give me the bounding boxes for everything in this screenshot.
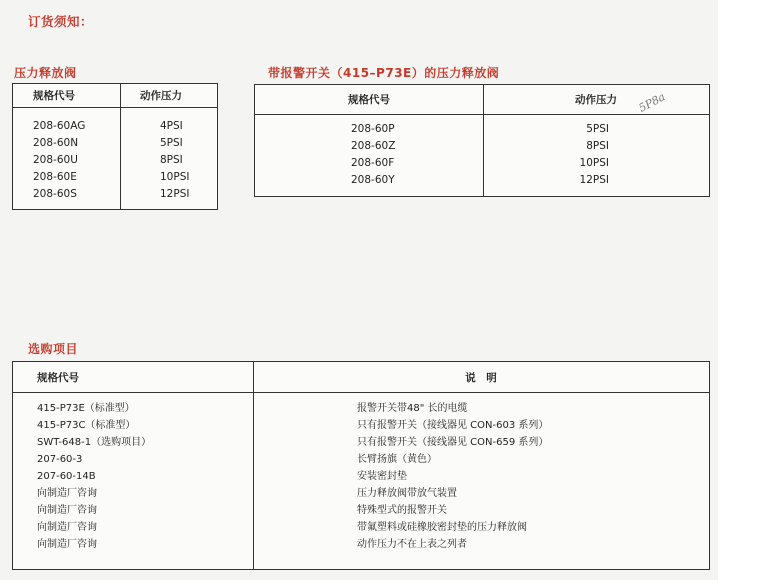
table-row [13,169,217,186]
table-row [13,502,709,519]
cell-code: 207-60-3 [37,454,83,465]
cell-code: 向制造厂咨询 [37,539,97,550]
cell-pressure: 8PSI [586,140,609,152]
table-row [13,417,709,434]
cell-code: 208-60AG [33,120,86,132]
cell-code: 415-P73E（标准型） [37,403,135,414]
cell-description: 报警开关带48" 长的电缆 [357,403,468,414]
cell-pressure: 10PSI [579,157,609,169]
header-spec-code: 规格代号 [348,94,390,106]
table-row [255,138,709,155]
column-divider [120,84,121,209]
column-divider [253,362,254,569]
table-row [13,400,709,417]
cell-pressure: 10PSI [160,171,190,183]
table-row [13,451,709,468]
cell-code: 208-60U [33,154,78,166]
options-table [12,361,710,570]
cell-code: SWT-648-1（选购项目） [37,437,152,448]
table-row [13,186,217,203]
cell-code: 向制造厂咨询 [37,488,97,499]
cell-code: 208-60Y [351,174,395,186]
table-row [13,468,709,485]
table-row [13,434,709,451]
cell-pressure: 5PSI [586,123,609,135]
cell-description: 只有报警开关（接线器见 CON-603 系列） [357,420,549,431]
cell-pressure: 8PSI [160,154,183,166]
cell-code: 415-P73C（标准型） [37,420,136,431]
cell-code: 208-60Z [351,140,396,152]
header-pressure: 动作压力 [140,90,182,102]
alarm-valve-rows [255,115,709,189]
cell-code: 向制造厂咨询 [37,505,97,516]
header-pressure: 动作压力 [575,94,617,106]
options-title: 选购项目 [28,342,79,356]
options-rows [13,393,709,553]
cell-description: 压力释放阀带放气装置 [357,488,457,499]
cell-code: 208-60P [351,123,395,135]
table-row [13,135,217,152]
cell-pressure: 12PSI [579,174,609,186]
table-header [13,362,709,393]
column-divider [483,85,484,196]
cell-pressure: 4PSI [160,120,183,132]
table-header [13,84,217,108]
cell-code: 208-60S [33,188,77,200]
cell-code: 向制造厂咨询 [37,522,97,533]
table-row [13,536,709,553]
cell-description: 只有报警开关（接线器见 CON-659 系列） [357,437,549,448]
relief-valve-rows [13,108,217,203]
order-notice-title: 订货须知： [28,14,94,29]
table-row [13,118,217,135]
handwritten-note: 5P8a [636,90,668,115]
cell-description: 长臂扬旗（黄色） [357,454,437,465]
alarm-valve-title: 带报警开关（415–P73E）的压力释放阀 [268,66,500,80]
cell-pressure: 12PSI [160,188,190,200]
cell-description: 带氟塑料或硅橡胶密封垫的压力释放阀 [357,522,527,533]
table-row [255,155,709,172]
cell-code: 208-60F [351,157,395,169]
header-spec-code: 规格代号 [37,371,79,384]
table-row [13,519,709,536]
relief-valve-table [12,83,218,210]
header-spec-code: 规格代号 [33,90,75,102]
cell-code: 208-60E [33,171,77,183]
cell-description: 特殊型式的报警开关 [357,505,447,516]
cell-code: 208-60N [33,137,79,149]
header-description: 说 明 [465,371,497,384]
cell-description: 安装密封垫 [357,471,407,482]
relief-valve-title: 压力释放阀 [14,66,77,80]
table-row [255,172,709,189]
cell-description: 动作压力不在上表之列者 [357,539,467,550]
table-row [13,152,217,169]
table-row [13,485,709,502]
cell-pressure: 5PSI [160,137,183,149]
table-row [255,121,709,138]
cell-code: 207-60-14B [37,471,96,482]
